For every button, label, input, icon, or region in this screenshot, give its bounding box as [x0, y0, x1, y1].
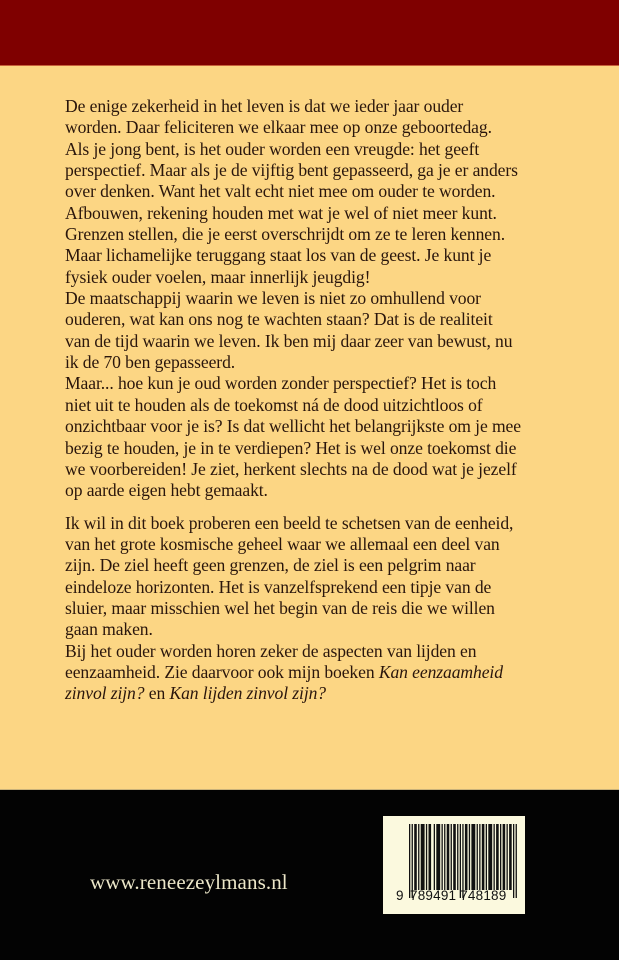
blurb-line: van de tijd waarin we leven. Ik ben mij daar zeer van bewust, nu [65, 330, 513, 351]
blurb-line: we voorbereiden! Je ziet, herkent slechts na de dood wat je jezelf [65, 458, 517, 479]
blurb-line: Maar... hoe kun je oud worden zonder perspectief? Het is toch [65, 373, 497, 394]
blurb-line: van het grote kosmische geheel waar we allemaal een deel van [65, 533, 500, 554]
bottom-band [0, 789, 619, 960]
isbn-group-2: 748189 [460, 888, 507, 903]
isbn-barcode [383, 816, 525, 914]
isbn-lead-digit: 9 [396, 888, 404, 903]
blurb-text [65, 96, 565, 705]
blurb-line: sluier, maar misschien wel het begin van de reis die we willen [65, 597, 495, 618]
blurb-line: worden. Daar feliciteren we elkaar mee op onze geboortedag. [65, 117, 492, 138]
blurb-line-text: eenzaamheid. Zie daarvoor ook mijn boeken [65, 661, 379, 682]
paragraph-gap [65, 502, 565, 513]
blurb-line [65, 683, 565, 704]
blurb-line: Grenzen stellen, die je eerst overschrijdt om ze te leren kennen. [65, 224, 505, 245]
blurb-line: Afbouwen, rekening houden met wat je wel of niet meer kunt. [65, 202, 497, 223]
blurb-line: Als je jong bent, is het ouder worden een vreugde: het geeft [65, 138, 480, 159]
blurb-line: onzichtbaar voor je is? Is dat wellicht het belangrijkste om je mee [65, 416, 521, 437]
blurb-line: over denken. Want het valt echt niet mee om ouder te worden. [65, 181, 496, 202]
blurb-line: perspectief. Maar als je de vijftig bent gepasseerd, ga je er anders [65, 160, 518, 181]
blurb-line: niet uit te houden als de toekomst ná de dood uitzichtloos of [65, 394, 483, 415]
book-title-kan-eenzaamheid-cont: zinvol zijn? [65, 683, 145, 704]
blurb-line: eindeloze horizonten. Het is vanzelfsprekend een tipje van de [65, 576, 492, 597]
isbn-group-1: 789491 [410, 888, 457, 903]
blurb-line: op aarde eigen hebt gemaakt. [65, 480, 268, 501]
blurb-panel [0, 66, 619, 789]
book-title-kan-eenzaamheid: Kan eenzaamheid [378, 661, 503, 682]
blurb-line: fysiek ouder voelen, maar innerlijk jeugdig! [65, 266, 371, 287]
blurb-line: ouderen, wat kan ons nog te wachten staan? Dat is de realiteit [65, 309, 493, 330]
blurb-line: bezig te houden, je in te verdiepen? Het is wel onze toekomst die [65, 437, 517, 458]
blurb-line: De maatschappij waarin we leven is niet zo omhullend voor [65, 288, 481, 309]
barcode-icon [409, 824, 517, 898]
blurb-line: Maar lichamelijke teruggang staat los van de geest. Je kunt je [65, 245, 492, 266]
website-url: www.reneezeylmans.nl [90, 870, 288, 894]
top-color-band [0, 0, 619, 66]
isbn-number [396, 888, 521, 903]
blurb-line: Ik wil in dit boek proberen een beeld te schetsen van de eenheid, [65, 512, 514, 533]
blurb-line-text: en [144, 683, 170, 704]
book-title-kan-lijden: Kan lijden zinvol zijn? [169, 683, 327, 704]
blurb-line: gaan maken. [65, 619, 153, 640]
blurb-line: De enige zekerheid in het leven is dat we ieder jaar ouder [65, 96, 464, 116]
blurb-line [65, 662, 565, 683]
blurb-line: zijn. De ziel heeft geen grenzen, de ziel is een pelgrim naar [65, 555, 476, 576]
blurb-line: ik de 70 ben gepasseerd. [65, 352, 236, 373]
blurb-line: Bij het ouder worden horen zeker de aspecten van lijden en [65, 640, 477, 661]
